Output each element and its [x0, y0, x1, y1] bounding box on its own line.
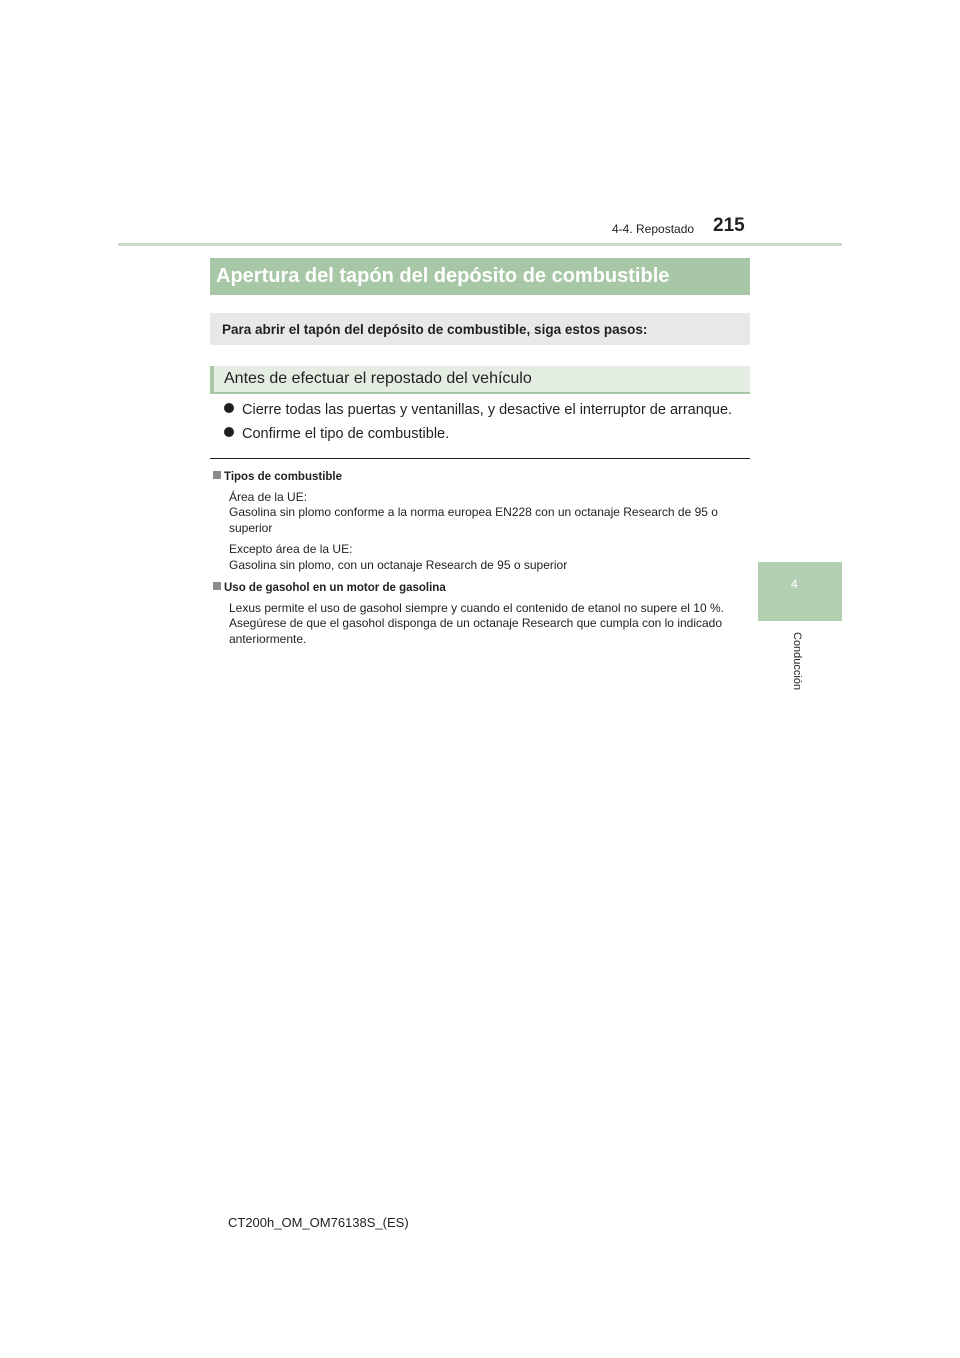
- note-gasohol: [213, 581, 750, 647]
- note-line: Excepto área de la UE:: [229, 542, 353, 556]
- page-title: Apertura del tapón del depósito de combustible: [216, 265, 670, 287]
- square-bullet-icon: [213, 582, 221, 590]
- note-heading-text: Uso de gasohol en un motor de gasolina: [224, 582, 446, 594]
- page-title-bar: [210, 258, 750, 295]
- subheading-accent: [210, 366, 214, 392]
- subheading-text: Antes de efectuar el repostado del vehículo: [224, 370, 532, 387]
- bullet-text: Confirme el tipo de combustible.: [242, 426, 450, 442]
- chapter-tab: [758, 562, 842, 621]
- bullet-item: [224, 402, 732, 418]
- note-line: Gasolina sin plomo conforme a la norma europea EN228 con un octanaje Research de 95 o superior: [229, 505, 718, 535]
- chapter-label: Conducción: [791, 632, 803, 691]
- header-divider: [118, 243, 842, 246]
- intro-text: Para abrir el tapón del depósito de combustible, siga estos pasos:: [222, 321, 648, 337]
- note-body: [213, 601, 750, 648]
- note-heading: [213, 470, 750, 486]
- square-bullet-icon: [213, 471, 221, 479]
- note-line: Área de la UE:: [229, 489, 308, 504]
- bullet-dot-icon: [224, 427, 234, 437]
- section-divider: [210, 458, 750, 459]
- section-title: 4-4. Repostado: [612, 222, 695, 236]
- page-number: 215: [713, 215, 745, 236]
- intro-box: [210, 313, 750, 345]
- note-heading: [213, 581, 750, 597]
- bullet-item: [224, 426, 449, 442]
- note-line: Gasolina sin plomo, con un octanaje Research de 95 o superior: [229, 557, 568, 572]
- bullet-dot-icon: [224, 403, 234, 413]
- note-line: Lexus permite el uso de gasohol siempre y cuando el contenido de etanol no supere el 10 %. Asegúrese de que el gasohol disponga de un octanaje Research que cumpla con lo indicado anteriormente.: [229, 600, 724, 646]
- note-body: [213, 490, 750, 574]
- document-code: CT200h_OM_OM76138S_(ES): [228, 1215, 409, 1230]
- subheading-bar: [210, 366, 750, 394]
- note-fuel-types: [213, 470, 750, 573]
- bullet-text: Cierre todas las puertas y ventanillas, y desactive el interruptor de arranque.: [242, 402, 733, 418]
- note-heading-text: Tipos de combustible: [224, 471, 342, 483]
- chapter-number: 4: [791, 577, 798, 591]
